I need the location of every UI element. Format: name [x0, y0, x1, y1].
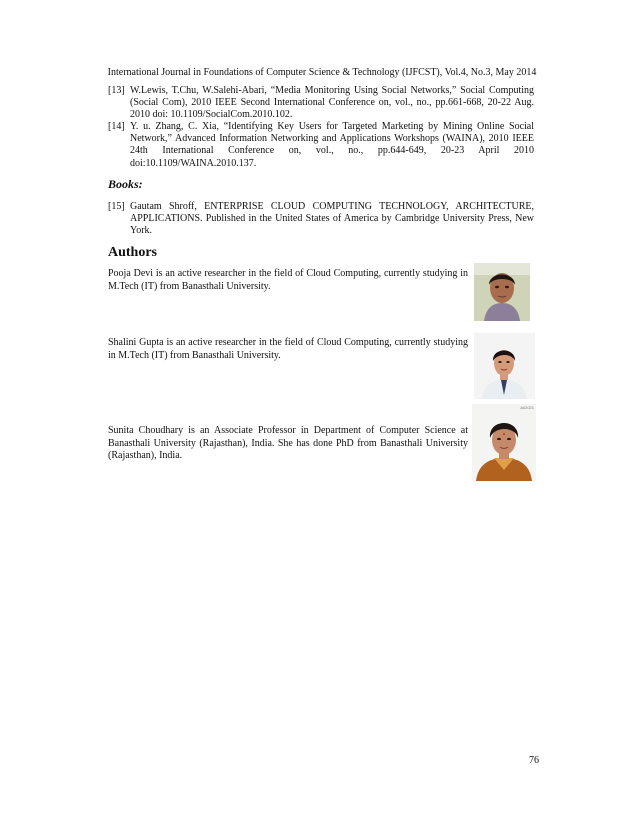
reference-text: W.Lewis, T.Chu, W.Salehi-Abari, “Media Monitoring Using Social Networks,” Social Computing (Social Com), 2010 IEEE Second International Conference on, vol., no., pp.661-668, 20-22 Aug. 2010 doi: 10.1109/SocialCom.2010.102.	[130, 85, 534, 121]
author-photo-pooja-devi	[474, 263, 530, 321]
reference-item	[108, 85, 534, 121]
portrait-image	[472, 404, 536, 481]
books-heading: Books:	[108, 177, 143, 191]
author-photo-sunita-choudhary	[472, 404, 536, 481]
author-photo-shalini-gupta	[474, 333, 535, 399]
running-header: International Journal in Foundations of Computer Science & Technology (IJFCST), Vol.4, No.3, May 2014	[107, 67, 537, 78]
authors-heading: Authors	[108, 245, 158, 260]
author-bio-shalini-gupta: Shalini Gupta is an active researcher in the field of Cloud Computing, currently studying in M.Tech (IT) from Banasthali University.	[108, 337, 468, 361]
reference-item	[108, 201, 534, 237]
books-reference-list	[108, 201, 534, 237]
photo-caption: A02021	[520, 405, 534, 410]
page-number: 76	[529, 755, 539, 766]
reference-text: Gautam Shroff, ENTERPRISE CLOUD COMPUTING TECHNOLOGY, ARCHITECTURE, APPLICATIONS. Published in the United States of America by Cambridge University Press, New York.	[130, 201, 534, 237]
reference-number: [15]	[108, 201, 125, 212]
reference-text: Y. u. Zhang, C. Xia, “Identifying Key Users for Targeted Marketing by Mining Online Social Network,” Advanced Information Networking and Applications Workshops (WAINA), 2010 IEEE 24th International Conference on, vol., no., pp.644-649, 20-23 April 2010 doi:10.1109/WAINA.2010.137.	[130, 121, 534, 169]
author-bio-sunita-choudhary: Sunita Choudhary is an Associate Professor in Department of Computer Science at Banasthali University (Rajasthan), India. She has done PhD from Banasthali University (Rajasthan), India.	[108, 425, 468, 461]
reference-number: [14]	[108, 121, 125, 133]
reference-item	[108, 121, 534, 169]
reference-number: [13]	[108, 85, 125, 96]
portrait-image	[474, 263, 530, 321]
reference-list	[108, 85, 534, 170]
author-bio-pooja-devi: Pooja Devi is an active researcher in the field of Cloud Computing, currently studying in M.Tech (IT) from Banasthali University.	[108, 268, 468, 292]
portrait-image	[474, 333, 535, 399]
